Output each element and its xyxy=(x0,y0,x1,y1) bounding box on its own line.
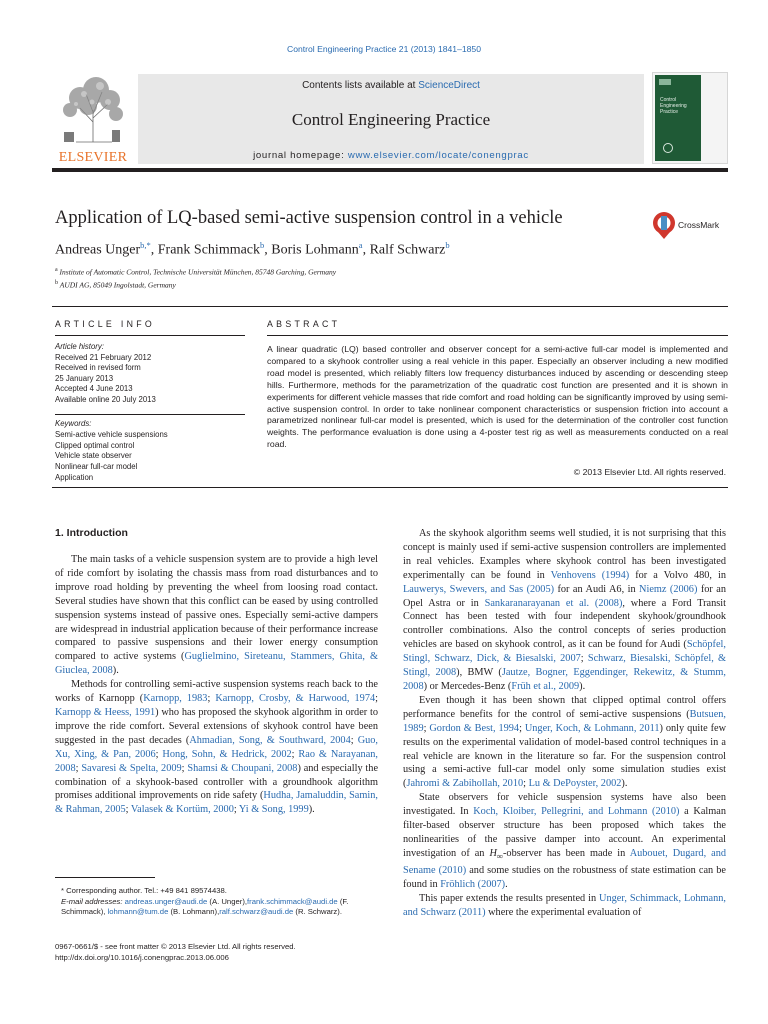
citation-link[interactable]: Ahmadian, Song, & Southward, 2004 xyxy=(189,734,351,746)
text-run: . xyxy=(505,878,508,890)
paper-title: Application of LQ-based semi-active suspension control in a vehicle xyxy=(55,208,563,228)
text-run: This paper extends the results presented in xyxy=(419,892,600,904)
citation-link[interactable]: Unger, Koch, & Lohmann, 2011 xyxy=(524,722,660,734)
affiliation-text: AUDI AG, 85049 Ingolstadt, Germany xyxy=(58,280,176,289)
keywords-rule xyxy=(55,414,245,415)
homepage-link[interactable]: www.elsevier.com/locate/conengprac xyxy=(347,150,529,161)
body-column-left xyxy=(55,553,378,817)
body-paragraph xyxy=(403,791,726,891)
text-run: ). xyxy=(308,804,315,816)
text-run: Even though it has been shown that clipped optimal control offers performance benefits for the control of semi-active suspensions ( xyxy=(403,694,726,720)
abstract-rule xyxy=(267,335,728,336)
text-run: ; xyxy=(423,722,430,734)
history-entry: Received in revised form xyxy=(55,363,141,372)
elsevier-logo[interactable] xyxy=(52,70,134,168)
affiliation-mark: a xyxy=(55,267,58,273)
journal-citation[interactable]: Control Engineering Practice 21 (2013) 1841–1850 xyxy=(287,44,481,54)
text-run: a Kalman filter-based observer structure has been proposed which takes the nonlinearities of the passive damper into account. An experimental investigation of an xyxy=(403,806,726,859)
citation-link[interactable]: Karnopp, 1983 xyxy=(143,693,208,705)
text-run: ) and especially the combination of a skyhook-based controller with a groundhook algorithm promises additional improvements on ride safety ( xyxy=(55,762,379,802)
author-name[interactable]: Boris Lohmann xyxy=(271,242,359,258)
corresponding-author-note: * Corresponding author. Tel.: +49 841 89574438. xyxy=(61,886,227,895)
citation-link[interactable]: Schwarz, Biesalski, Schöpfel, & Stingl, 2008 xyxy=(403,653,727,679)
contents-line xyxy=(138,80,644,91)
author-affiliation-mark[interactable]: b xyxy=(445,240,450,250)
journal-banner xyxy=(52,70,728,168)
text-run: The main tasks of a vehicle suspension system are to provide a high level of ride comfort by isolating the chassis mass from road disturbances and to improve road holding by preventing the wheel from loosing road contact. Several studies have shown that this conflict can be eased by using controlled suspension systems instead of passive ones. Especially semi-active dampers are widespread in industrial application because of their performance increase compared to passive suspensions and their lower energy consumption compared to active systems ( xyxy=(55,554,378,663)
email-link[interactable]: frank.schimmack@audi.de xyxy=(247,896,338,906)
email-link[interactable]: lohmann@tum.de xyxy=(107,907,169,917)
body-column-right xyxy=(403,527,726,919)
text-run: for an Audi A6, in xyxy=(554,583,640,595)
text-run: ). xyxy=(621,778,628,790)
email-link[interactable]: ralf.schwarz@audi.de xyxy=(219,907,294,917)
citation-link[interactable]: Lauwerys, Swevers, and Sas (2005) xyxy=(403,583,555,595)
keyword: Vehicle state observer xyxy=(55,451,132,461)
text-run: ; xyxy=(375,693,378,705)
keywords-label: Keywords: xyxy=(55,419,92,428)
author-separator: , xyxy=(264,242,272,258)
text-run: ) only quite few results on the experimental validation of model-based control techniques in a real vehicle are known in the literature so far. For the suspension control using a semi-active full-car model only some simulation studies exist ( xyxy=(403,722,727,790)
text-run: ; xyxy=(207,693,216,705)
contents-prefix: Contents lists available at xyxy=(302,80,419,91)
citation-link[interactable]: Gordon & Best, 1994 xyxy=(429,722,520,734)
citation-link[interactable]: Unger, Schimmack, Lohmann, and Schwarz (2011) xyxy=(403,892,726,918)
crossmark-badge[interactable] xyxy=(652,210,732,240)
affiliations xyxy=(55,265,555,290)
citation-link[interactable]: Rao & Narayanan, 2008 xyxy=(55,748,379,774)
text-run: As the skyhook algorithm seems well studied, it is not surprising that this concept is mainly used if semi-active suspension controllers are implemented in real vehicles. Examples where skyhook control has been investigated experimentally can be found in xyxy=(403,528,726,581)
keywords-block xyxy=(55,419,245,484)
citation-link[interactable]: Jautze, Bogner, Eggendinger, Rekewitz, & Stumm, 2008 xyxy=(403,667,727,692)
citation-link[interactable]: Schöpfel, Stingl, Schwarz, Dick, & Biesalski, 2007 xyxy=(403,639,726,665)
cover-panel xyxy=(655,75,701,161)
text-run: ; xyxy=(523,778,529,790)
text-run: ; xyxy=(580,653,588,665)
abstract-bottom-rule xyxy=(52,487,728,488)
author-separator: , xyxy=(150,242,158,258)
abstract-heading: ABSTRACT xyxy=(267,319,341,329)
text-run: where the experimental evaluation of xyxy=(485,906,642,918)
affiliation-text: Institute of Automatic Control, Technische Universität München, 85748 Garching, Germany xyxy=(57,267,337,277)
journal-title: Control Engineering Practice xyxy=(291,110,491,129)
keyword-list xyxy=(55,430,245,484)
math-symbol: H xyxy=(489,847,497,859)
citation-link[interactable]: Hudha, Jamaluddin, Samin, & Rahman, 2005 xyxy=(55,790,378,816)
author-separator: , xyxy=(362,242,370,258)
keyword: Application xyxy=(55,472,94,482)
article-info-heading: ARTICLE INFO xyxy=(55,319,156,329)
elsevier-tree-icon xyxy=(56,72,130,144)
text-run: and some studies on the robustness of state estimation can be found in xyxy=(403,864,726,890)
email-owner: (R. Schwarz). xyxy=(293,907,342,917)
citation-link[interactable]: Fröhlich (2007) xyxy=(440,878,506,890)
citation-link[interactable]: Karnopp & Heess, 1991 xyxy=(55,706,156,718)
citation-link[interactable]: Guo, Xu, Xing, & Pan, 2006 xyxy=(55,734,379,760)
body-paragraph xyxy=(55,553,378,678)
citation-link[interactable]: Yi & Song, 1999 xyxy=(238,804,309,816)
cover-seal-icon xyxy=(663,143,673,153)
history-list xyxy=(55,353,245,406)
text-run: ; xyxy=(181,762,188,774)
citation-link[interactable]: Aubouet, Dugard, and Sename (2010) xyxy=(403,847,727,876)
text-run: State observers for vehicle suspension systems have also been investigated. In xyxy=(403,792,726,818)
citation-link[interactable]: Koch, Kloiber, Pellegrini, and Lohmann (2010) xyxy=(473,806,680,818)
journal-cover-thumbnail[interactable] xyxy=(652,72,728,164)
cover-title xyxy=(660,97,687,115)
citation-link[interactable]: Guglielmino, Sireteanu, Stammers, Ghita, & Giuclea, 2008 xyxy=(55,651,378,677)
cover-title-line: Control xyxy=(660,97,677,103)
citation-link[interactable]: Butsuen, 1989 xyxy=(403,708,726,734)
email-addresses xyxy=(55,897,385,918)
text-run: ; xyxy=(519,722,525,734)
author-affiliation-mark[interactable]: a xyxy=(358,240,363,250)
history-entry: Available online 20 July 2013 xyxy=(55,394,156,404)
text-run: , where a Ford Transit Connect has been tested with four independent skyhook/groundhook controller combinations. Also the control concepts of series production vehicles are based on skyhook control, as it can be found for Audi ( xyxy=(403,597,727,651)
email-owner: (A. Unger), xyxy=(207,896,248,906)
keyword: Nonlinear full-car model xyxy=(55,462,138,472)
citation-link[interactable]: Früh et al., 2009 xyxy=(511,680,580,692)
citation-link[interactable]: Lu & DePoyster, 2002 xyxy=(528,778,622,790)
affiliation-mark: b xyxy=(55,279,58,286)
text-run: ; xyxy=(75,762,82,774)
cover-mark xyxy=(659,79,671,85)
cover-title-line: Practice xyxy=(660,109,679,115)
article-info-rule xyxy=(55,335,245,336)
body-paragraph xyxy=(403,892,726,920)
crossmark-label: CrossMark xyxy=(678,220,720,230)
citation-link[interactable]: Niemz (2006) xyxy=(639,583,698,595)
text-run: for a Volvo 480, in xyxy=(629,569,726,581)
text-run: Methods for controlling semi-active suspension systems reach back to the works of Karnopp ( xyxy=(55,679,378,705)
keyword: Clipped optimal control xyxy=(55,440,135,450)
email-label: E-mail addresses: xyxy=(61,896,125,906)
citation-link[interactable]: Jahromi & Zabihollah, 2010 xyxy=(406,778,524,790)
citation-link[interactable]: Valasek & Kortüm, 2000 xyxy=(130,804,234,816)
homepage-prefix: journal homepage: xyxy=(253,150,348,161)
email-owner: (F. Schimmack), xyxy=(61,896,349,917)
journal-header-box xyxy=(138,74,644,164)
text-run: -observer has been made in xyxy=(503,847,630,859)
math-subscript: ∞ xyxy=(496,850,503,861)
author-name[interactable]: Ralf Schwarz xyxy=(369,242,446,258)
section-heading-introduction: 1. Introduction xyxy=(55,527,128,539)
author-name[interactable]: Andreas Unger xyxy=(55,242,141,258)
body-paragraph xyxy=(55,678,378,817)
text-run: ) who has proposed the skyhook algorithm in order to improve the ride comfort. Several extensions of skyhook control have been suggested in the past decades ( xyxy=(55,706,378,746)
text-run: ; xyxy=(155,748,163,760)
citation-link[interactable]: Venhovens (1994) xyxy=(550,569,630,581)
citation-link[interactable]: Savaresi & Spelta, 2009 xyxy=(81,762,182,774)
text-run: ; xyxy=(233,804,239,816)
history-entry: Accepted 4 June 2013 xyxy=(55,384,133,393)
body-paragraph xyxy=(403,527,726,694)
issn-block xyxy=(55,941,385,963)
affiliation-line xyxy=(55,265,555,278)
doi-link[interactable]: http://dx.doi.org/10.1016/j.conengprac.2013.06.006 xyxy=(55,953,229,962)
text-run: ). xyxy=(112,665,119,677)
author-affiliation-mark[interactable]: b xyxy=(260,240,265,250)
citation-link[interactable]: Sankaranarayanan et al. (2008) xyxy=(484,597,623,609)
author-name[interactable]: Frank Schimmack xyxy=(157,242,261,258)
elsevier-wordmark: ELSEVIER xyxy=(58,150,128,165)
history-entry: 25 January 2013 xyxy=(55,373,114,383)
text-run: ; xyxy=(350,734,358,746)
journal-homepage xyxy=(138,150,644,161)
footnote-rule xyxy=(55,877,155,878)
cover-title-line: Engineering xyxy=(660,103,687,109)
text-run: ; xyxy=(125,804,131,816)
abstract-copyright: © 2013 Elsevier Ltd. All rights reserved. xyxy=(573,467,726,477)
text-run: ; xyxy=(291,748,299,760)
citation-link[interactable]: Hong, Sohn, & Hedrick, 2002 xyxy=(162,748,292,760)
citation-link[interactable]: Karnopp, Crosby, & Harwood, 1974 xyxy=(215,693,376,705)
text-run: ), BMW ( xyxy=(456,667,502,679)
author-affiliation-mark[interactable]: b,* xyxy=(140,240,151,250)
text-run: for an Opel Astra or in xyxy=(403,583,726,609)
banner-rule xyxy=(52,168,728,172)
sciencedirect-link[interactable]: ScienceDirect xyxy=(418,80,480,91)
abstract-text: A linear quadratic (LQ) based controller and observer concept for a semi-active full-car model is implemented and compared to a skyhook controller using a real vehicle in this paper. Especially an observer including a new modified road model is presented, which reliably filters low frequency disturbances induced by ascending or descending steep hills. Furthermore, methods for the parametrization of the quadratic cost function are presented and it is shown in experiments for different vehicle masses that ride comfort and road holding can be significantly improved by using semi-active suspension control. In order to take nonlinear component characteristics or suspension friction into account a parametrized nonlinear full-car model is presented, which is used for the determination of the controller cost function weights. The performance evaluation is done using a 4-poster test rig as well as measurements conducted on a real road. xyxy=(267,344,728,450)
email-link[interactable]: andreas.unger@audi.de xyxy=(124,896,208,906)
body-paragraph xyxy=(403,694,726,791)
citation-link[interactable]: Shamsi & Choupani, 2008 xyxy=(187,762,298,774)
history-label: Article history: xyxy=(55,342,104,351)
footnote xyxy=(55,886,385,918)
text-run: ) or Mercedes-Benz ( xyxy=(423,680,512,692)
affiliation-line xyxy=(55,278,555,291)
header-rule xyxy=(52,306,728,307)
keyword: Semi-active vehicle suspensions xyxy=(55,429,168,439)
email-owner: (B. Lohmann), xyxy=(168,907,220,917)
article-history xyxy=(55,342,245,405)
history-entry: Received 21 February 2012 xyxy=(55,352,152,362)
crossmark-icon xyxy=(652,210,676,240)
text-run: ). xyxy=(579,680,586,692)
author-list xyxy=(55,240,655,259)
issn-line: 0967-0661/$ - see front matter © 2013 Elsevier Ltd. All rights reserved. xyxy=(55,942,296,951)
